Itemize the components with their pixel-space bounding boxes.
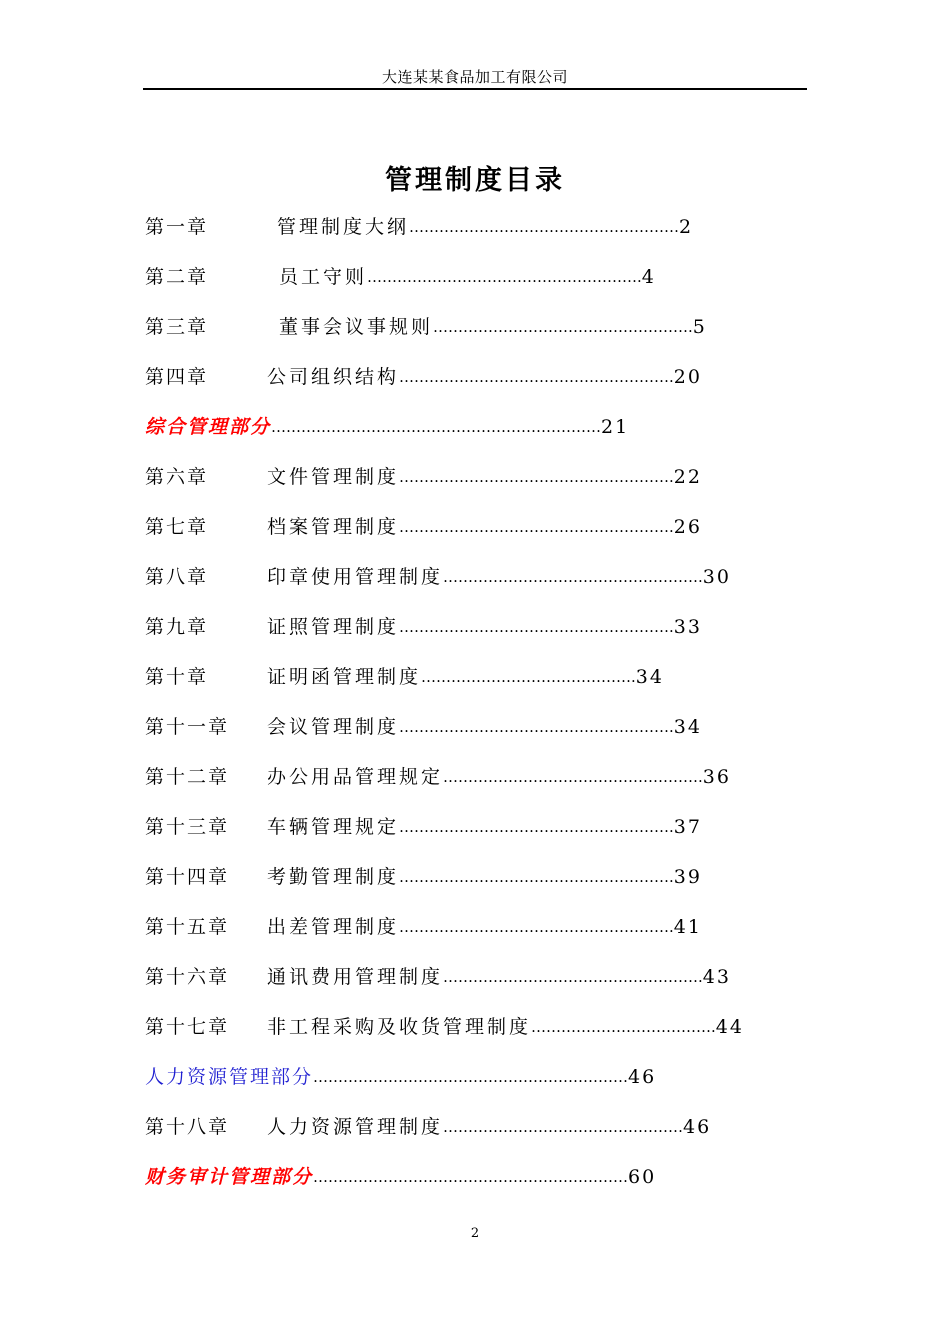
toc-entry[interactable] [145,912,702,942]
toc-chapter-title: 会议管理制度 [267,716,400,738]
toc-entry[interactable] [145,712,702,742]
toc-leader-dots: ………………………………………………. [367,268,642,286]
toc-chapter-title: 出差管理制度 [267,916,400,938]
toc-section-title: 综合管理部分 [145,416,272,438]
toc-leader-dots: ……………………………………. [421,668,636,686]
toc-page-number: 34 [673,716,702,738]
toc-leader-dots: ……………………………………………. [433,318,693,336]
toc-chapter-number: 第三章 [145,316,209,338]
toc-page-number: 34 [635,666,664,688]
toc-entry[interactable] [145,762,731,792]
toc-chapter-number: 第十四章 [145,866,230,888]
toc-leader-dots: ………………………………………………. [399,918,674,936]
toc-leader-dots: ………………………………………………. [399,368,674,386]
toc-entry[interactable] [145,512,702,542]
toc-entry[interactable] [145,612,702,642]
toc-chapter-number: 第十三章 [145,816,230,838]
toc-chapter-number: 第九章 [145,616,209,638]
toc-entry[interactable] [145,362,702,392]
toc-page-number: 26 [673,516,702,538]
toc-page-number: 21 [601,416,630,438]
toc-chapter-number: 第十一章 [145,716,230,738]
toc-section-title: 人力资源管理部分 [145,1066,314,1088]
toc-entry[interactable] [145,1062,656,1092]
toc-chapter-title: 文件管理制度 [267,466,400,488]
toc-leader-dots: ………………………………. [531,1018,716,1036]
toc-entry[interactable] [145,662,664,692]
toc-leader-dots: ……………………………………………………… [313,1168,629,1186]
toc-page-number: 44 [715,1016,744,1038]
toc-chapter-number: 第十五章 [145,916,230,938]
toc-chapter-number: 第七章 [145,516,209,538]
toc-leader-dots: ………………………………………………. [399,618,674,636]
toc-chapter-number: 第四章 [145,366,209,388]
toc-leader-dots: ………………………………………………. [399,518,674,536]
toc-page-number: 5 [692,316,707,338]
toc-leader-dots: ………………………………………………. [399,868,674,886]
toc-entry[interactable] [145,1162,656,1192]
toc-leader-dots: ………………………………………………………… [271,418,602,436]
toc-chapter-number: 第一章 [145,216,209,238]
toc-page-number: 43 [702,966,731,988]
toc-leader-dots: ………………………………………………. [399,818,674,836]
toc-leader-dots: ……………………………………………. [443,568,703,586]
document-title: 管理制度目录 [385,165,565,196]
toc-chapter-title: 车辆管理规定 [267,816,400,838]
toc-chapter-title: 管理制度大纲 [277,216,410,238]
toc-chapter-number: 第十八章 [145,1116,230,1138]
toc-chapter-number: 第十章 [145,666,209,688]
toc-chapter-number: 第六章 [145,466,209,488]
toc-page-number: 2 [679,216,694,238]
toc-page-number: 60 [628,1166,657,1188]
toc-page-number: 20 [673,366,702,388]
toc-leader-dots: ……………………………………………. [443,768,703,786]
toc-chapter-title: 证明函管理制度 [267,666,422,688]
toc-chapter-title: 非工程采购及收货管理制度 [267,1016,532,1038]
toc-entry[interactable] [145,812,702,842]
toc-page-number: 36 [702,766,731,788]
toc-entry[interactable] [145,412,629,442]
toc-leader-dots: ………………………………………… [443,1118,684,1136]
toc-chapter-number: 第二章 [145,266,209,288]
toc-entry[interactable] [145,462,702,492]
header-company-name: 大连某某食品加工有限公司 [381,68,568,86]
toc-section-title: 财务审计管理部分 [145,1166,314,1188]
toc-chapter-title: 考勤管理制度 [267,866,400,888]
toc-chapter-title: 人力资源管理制度 [267,1116,444,1138]
toc-chapter-number: 第十六章 [145,966,230,988]
toc-page-number: 46 [683,1116,712,1138]
toc-chapter-title: 印章使用管理制度 [267,566,444,588]
toc-leader-dots: ………………………………………………. [399,718,674,736]
toc-chapter-title: 员工守则 [279,266,368,288]
toc-page-number: 33 [673,616,702,638]
toc-chapter-title: 档案管理制度 [267,516,400,538]
toc-chapter-number: 第十七章 [145,1016,230,1038]
toc-chapter-number: 第十二章 [145,766,230,788]
toc-chapter-title: 董事会议事规则 [279,316,434,338]
toc-leader-dots: ……………………………………………………… [313,1068,629,1086]
toc-page-number: 39 [673,866,702,888]
toc-entry[interactable] [145,212,693,242]
toc-chapter-title: 证照管理制度 [267,616,400,638]
toc-chapter-title: 公司组织结构 [267,366,400,388]
toc-chapter-number: 第八章 [145,566,209,588]
toc-page-number: 30 [702,566,731,588]
toc-leader-dots: ……………………………………………. [443,968,703,986]
toc-entry[interactable] [145,262,656,292]
toc-leader-dots: ……………………………………………… [409,218,680,236]
toc-leader-dots: ………………………………………………. [399,468,674,486]
toc-entry[interactable] [145,1112,711,1142]
toc-page-number: 4 [641,266,656,288]
toc-entry[interactable] [145,962,731,992]
toc-page-number: 22 [673,466,702,488]
toc-entry[interactable] [145,1012,744,1042]
toc-entry[interactable] [145,862,702,892]
toc-page-number: 41 [673,916,702,938]
toc-page-number: 46 [628,1066,657,1088]
toc-chapter-title: 办公用品管理规定 [267,766,444,788]
toc-entry[interactable] [145,562,731,592]
page-number: 2 [470,1226,480,1241]
toc-page-number: 37 [673,816,702,838]
toc-entry[interactable] [145,312,707,342]
toc-chapter-title: 通讯费用管理制度 [267,966,444,988]
